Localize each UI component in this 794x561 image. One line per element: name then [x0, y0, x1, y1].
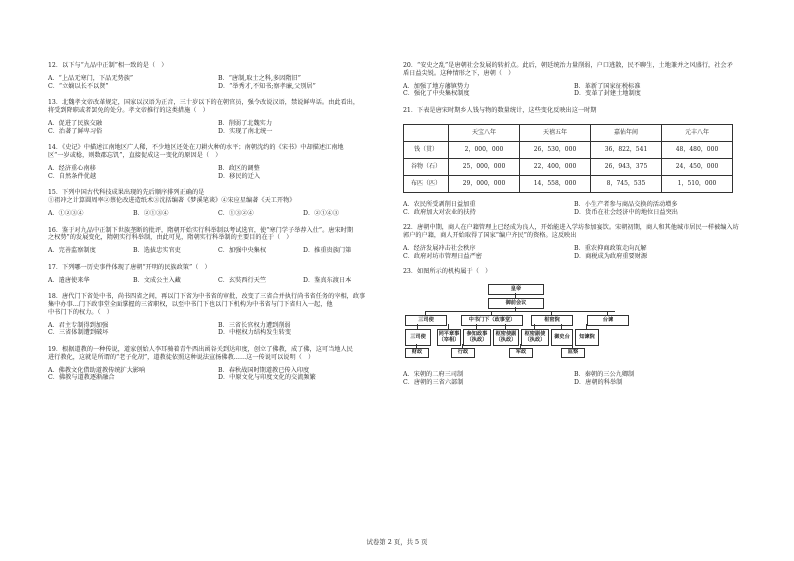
- answer-option: B．春秋战国时期道教已传入印度: [218, 366, 310, 374]
- answer-option: A．①②③④: [48, 209, 84, 217]
- answer-option: D．实现了南北统一: [218, 127, 273, 135]
- table-header-cell: 嘉佑年间: [591, 124, 662, 141]
- answer-options: [48, 367, 388, 383]
- table-cell: 24，450，000: [662, 158, 733, 175]
- answer-option: D．推重贵族门第: [303, 247, 352, 254]
- chart-box: 行政: [451, 348, 475, 358]
- answer-option: B．革新了国家征税标准: [574, 82, 641, 90]
- table-cell: 22，400，000: [520, 158, 591, 175]
- chart-box: 御史台: [551, 329, 573, 346]
- answer-options: [403, 201, 745, 217]
- answer-option: D．“举秀才,不知书;察孝廉,父别居”: [218, 82, 316, 90]
- answer-option: B．重农抑商政策走向瓦解: [574, 244, 647, 252]
- chart-box: 同平章事 （宰相）: [437, 329, 461, 346]
- table-row: [404, 175, 733, 192]
- answer-option: D．鉴真东渡日本: [303, 276, 352, 284]
- question-stem: 14．《史记》中描述江南地区广人稀，不少地区还处在刀耕火种的水平；南朝沈约的《宋书》中却描述江南地 区“一岁或稔，则数郡忘饥”，直接促成这一变化的原因是（ ）: [48, 144, 344, 159]
- question: [403, 268, 745, 276]
- table-header-cell: 元丰八年: [662, 124, 733, 141]
- table-row: [404, 141, 733, 158]
- table-header-cell: 天宝八年: [449, 124, 520, 141]
- answer-option: A．完善监察制度: [48, 247, 96, 254]
- chart-box: 知谏院: [575, 329, 599, 346]
- answer-options: [403, 245, 745, 261]
- table-cell: 25，000，000: [449, 158, 520, 175]
- question: [48, 99, 388, 135]
- answer-option: C．玄奘西行天竺: [218, 276, 267, 284]
- table-row: [404, 158, 733, 175]
- question: [48, 62, 388, 90]
- answer-options: [48, 165, 388, 181]
- table-cell: 8，745，535: [591, 175, 662, 192]
- answer-options: [403, 83, 745, 99]
- table-header-cell: [404, 124, 449, 141]
- question: [403, 224, 745, 260]
- question-stem: 16．鉴于对九品中正制下世族垄断的批评，隋朝开始实行科举制以考试选官，使“寒门学子举荐入仕”。唐宋时期 之权势”的发展变化，隋朝实行科举制，由此可见，隋朝实行科举制的主要目的在于（ ）: [48, 226, 354, 242]
- answer-option: B．“唐制,取士之科,多因隋旧”: [218, 74, 301, 82]
- question-stem: 20．“安史之乱”是唐朝社会发展的转折点。此后，朝廷统治力量削弱，户口逃散，民不聊生，土地兼并之风盛行，社会矛 盾日益尖锐。这种情形之下，唐朝（ ）: [403, 62, 733, 77]
- answer-options: [48, 277, 388, 285]
- question: [48, 189, 388, 217]
- answer-option: B．文成公主入藏: [133, 276, 181, 284]
- chart-box: 台谏: [587, 315, 629, 326]
- answer-option: A．遣唐使来华: [48, 276, 90, 284]
- chart-box: 枢密副使 （执政）: [521, 329, 549, 346]
- table-cell: 26，530，000: [520, 141, 591, 158]
- chart-box: 皇帝: [488, 284, 544, 295]
- table-cell: 26，943，375: [591, 158, 662, 175]
- answer-option: D．货币在社会经济中的地位日益突出: [574, 208, 678, 216]
- table-cell: 1，510，000: [662, 175, 733, 192]
- chart-box: 参知政事 （执政）: [463, 329, 491, 346]
- chart-box: 军政: [509, 348, 533, 358]
- question: [403, 201, 745, 217]
- answer-option: A．佛教文化借助道教传统扩大影响: [48, 366, 146, 374]
- question-stem: 13．北魏孝文帝改革规定，国家以汉语为正音，三十岁以下的在朝官员，强令改说汉语，禁说鲜卑话。由此看出， 将受到降职或者罢免的处分。孝文帝推行的这类措施（ ）: [48, 99, 360, 114]
- page-footer: 试卷第 2 页，共 5 页: [366, 538, 428, 546]
- right-top-questions: [403, 62, 745, 115]
- answer-option: D．变革了封建土地制度: [574, 90, 641, 98]
- answer-option: A．促进了民族交融: [48, 119, 102, 127]
- answer-option: C．自然条件优越: [48, 172, 97, 180]
- chart-box: 御前会议: [488, 298, 544, 309]
- table-cell: 布匹（匹）: [404, 175, 449, 192]
- answer-option: B．政区的调整: [218, 164, 260, 172]
- answer-option: B．削弱了北魏实力: [218, 119, 273, 127]
- chart-box: 三司使: [405, 329, 431, 346]
- table-cell: 36，822，541: [591, 141, 662, 158]
- answer-option: C．唐朝的三省六部制: [403, 378, 464, 386]
- answer-option: B．选拔忠实官吏: [133, 247, 181, 254]
- answer-options: [48, 210, 388, 218]
- answer-option: B．三省长官权力遭到削弱: [218, 321, 291, 329]
- answer-option: A．经济发展冲击社会秩序: [403, 244, 476, 252]
- statistics-table: [403, 124, 733, 193]
- question-stem: 22．唐朝中期，商人在户籍管理上已经成为良人，开始能进入学坊参加宴饮。宋朝初期，商人和其他城市居民一样被编入坊 郭户的户籍，商人开始取得了国家“编户齐民”的资格。这反映出: [403, 224, 739, 239]
- q23-options: [403, 371, 745, 387]
- question: [48, 144, 388, 180]
- table-cell: 29，000，000: [449, 175, 520, 192]
- answer-option: A．君主专制得到加强: [48, 321, 109, 329]
- table-cell: 14，558，000: [520, 175, 591, 192]
- answer-option: B．小生产者参与商品交换的活动增多: [574, 200, 678, 208]
- table-cell: 钱（贯）: [404, 141, 449, 158]
- answer-option: D．中原文化与印度文化的交流频繁: [218, 374, 316, 382]
- answer-option: A．经济重心南移: [48, 164, 96, 172]
- table-cell: 48，480，000: [662, 141, 733, 158]
- answer-option: D．唐朝的科举制: [574, 378, 623, 386]
- table-cell: 谷物（石）: [404, 158, 449, 175]
- question: [48, 346, 388, 382]
- right-column: [403, 62, 745, 387]
- question: [403, 62, 745, 98]
- answer-option: C．强化了中央集权制度: [403, 90, 470, 98]
- question-stem: 17．下列哪一历史事件体现了唐朝“开明的民族政策”（ ）: [48, 263, 211, 271]
- question: [48, 264, 388, 285]
- answer-options: [48, 75, 388, 91]
- answer-option: C．政府加大对农业的扶持: [403, 208, 476, 216]
- question: [48, 293, 388, 337]
- answer-option: C．佛教与道教逐渐融合: [48, 374, 115, 382]
- left-column: [48, 62, 388, 391]
- answer-option: D．商税成为政府重要财源: [574, 252, 648, 260]
- answer-option: D．②①④③: [303, 209, 339, 217]
- answer-options: [48, 120, 388, 136]
- answer-option: B．②①③④: [133, 209, 169, 217]
- answer-option: A．宋朝的二府三司制: [403, 371, 464, 378]
- answer-option: B．秦朝的三公九卿制: [574, 371, 635, 378]
- answer-option: C．三省体制遭到破坏: [48, 329, 109, 337]
- table-cell: 2，000，000: [449, 141, 520, 158]
- right-bottom-questions: [403, 201, 745, 276]
- chart-box: 三司使: [405, 315, 447, 326]
- chart-box: 财政: [405, 348, 429, 358]
- answer-option: D．移民的迁入: [218, 172, 261, 180]
- question: [403, 107, 745, 115]
- chart-box: 枢密使副 （执政）: [493, 329, 519, 346]
- question: [48, 227, 388, 255]
- answer-option: C．政府对坊市管理日益严密: [403, 252, 482, 260]
- answer-option: A．加强了地方藩镇势力: [403, 82, 470, 90]
- answer-option: C．“立嫡以长不以贤”: [48, 82, 109, 90]
- chart-connector: [425, 311, 615, 312]
- question-stem: 21．下表是唐宋时期乡人钱与物的数量统计，这些变化反映出这一时期: [403, 107, 597, 114]
- answer-option: C．加强中央集权: [218, 247, 267, 254]
- table-header-cell: 天禧五年: [520, 124, 591, 141]
- answer-option: A．农民所受剥削日益加重: [403, 200, 476, 208]
- question-stem: 18．唐代门下省处中书，尚书四省之间，再以门下省为中书省的审批，改变了三省合并执行尚书省任务的宰相，政事 集中办事…门下政事堂全面掌握的三省职权，以至中书门下也以门下机构为中书省与门下省归入一起，他 中书门下的权力。（ ）: [48, 293, 366, 316]
- answer-option: C．治著了鲜卑习俗: [48, 127, 103, 135]
- answer-option: D．中枢权力结构发生转变: [218, 329, 292, 337]
- question-stem: 12．以下与“九品中正制”相一致的是（ ）: [48, 62, 168, 69]
- question-stem: 23．如图所示的机构属于（ ）: [403, 268, 492, 276]
- question-stem: 15．下列中国古代科技成果出现的先后顺序排列正确的是 ①祖冲之计算圆周率②蔡伦改进造纸术③沈括编著《梦溪笔谈》④宋应星编著《天工开物》: [48, 189, 296, 204]
- chart-box: 监察: [561, 348, 585, 358]
- answer-options: [48, 247, 388, 255]
- question-stem: 19．根据道教的一种传说，道家创始人李耳骑着青牛西出函谷关到达印度，创立了佛教，成了佛，这可当地人民 进行教化，这就是所谓的“老子化胡”，道教徒依照这种说法宣扬佛教……这一传说可以说明（ ）: [48, 346, 353, 361]
- answer-option: C．①③②④: [218, 209, 254, 217]
- answer-option: A．“上品无寒门，下品无势族”: [48, 74, 134, 82]
- chart-box: 枢密院: [531, 315, 573, 326]
- org-chart: [403, 284, 743, 366]
- answer-options: [48, 322, 388, 338]
- chart-box: 中书门下（政事堂）: [461, 315, 523, 326]
